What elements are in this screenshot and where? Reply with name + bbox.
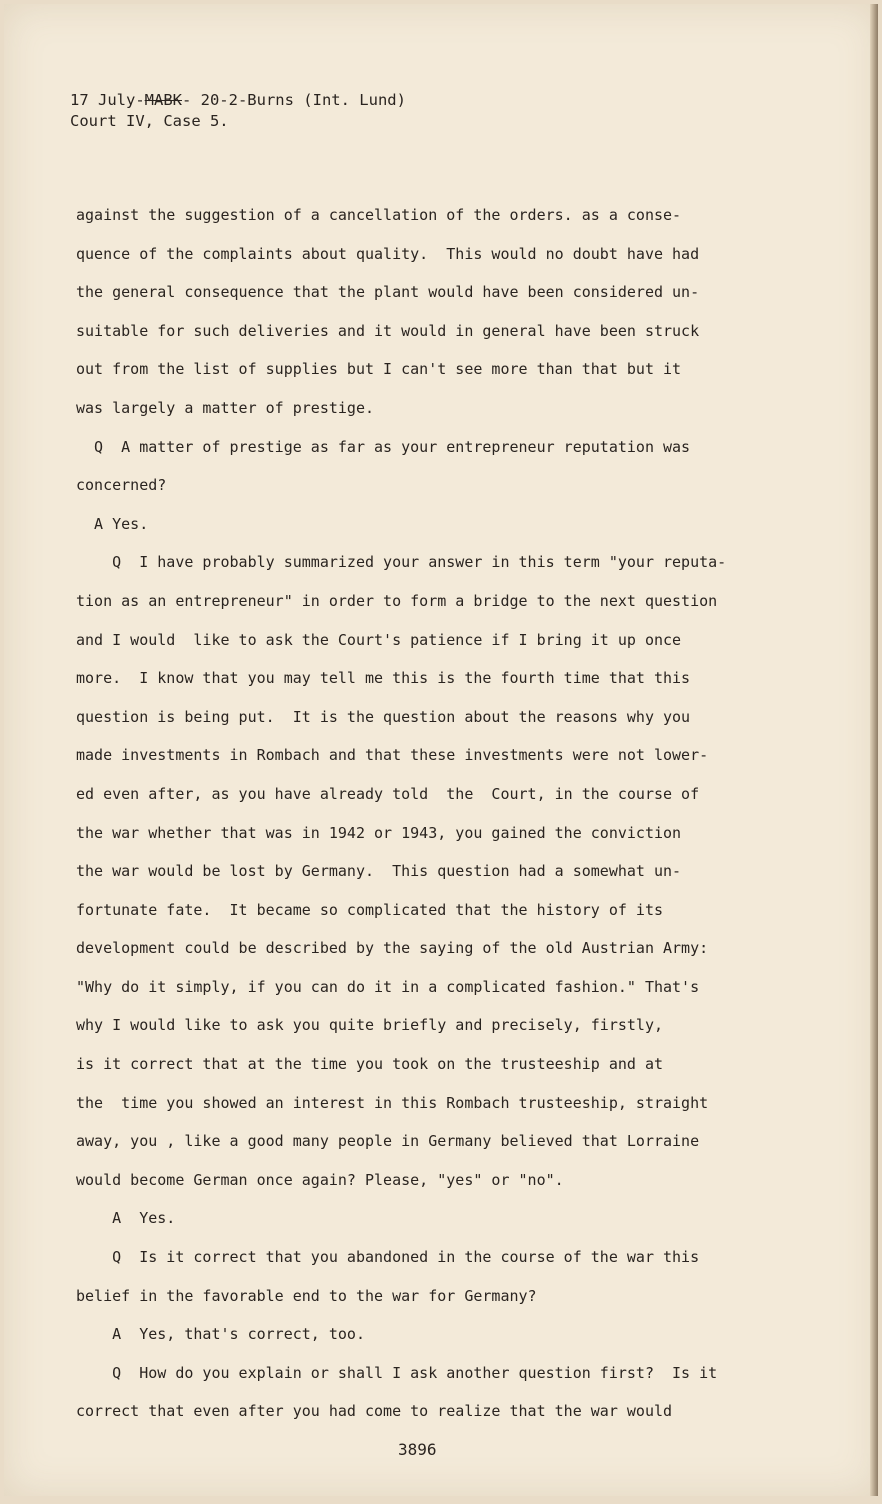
transcript-line: Q I have probably summarized your answer in this term "your reputa-: [76, 553, 727, 572]
transcript-line: concerned?: [76, 476, 167, 495]
transcript-line: development could be described by the saying of the old Austrian Army:: [76, 939, 709, 958]
transcript-line: and I would like to ask the Court's patience if I bring it up once: [76, 630, 682, 649]
transcript-line: is it correct that at the time you took on the trusteeship and at: [76, 1055, 663, 1074]
transcript-line: Q Is it correct that you abandoned in the course of the war this: [76, 1248, 700, 1267]
page-number: 3896: [398, 1440, 437, 1459]
header-struck-initials: MABK: [144, 91, 182, 109]
transcript-line: belief in the favorable end to the war for Germany?: [76, 1286, 537, 1305]
transcript-line: quence of the complaints about quality. This would no doubt have had: [76, 244, 700, 263]
header-line-2: Court IV, Case 5.: [70, 112, 229, 130]
transcript-line: was largely a matter of prestige.: [76, 398, 375, 417]
transcript-line: suitable for such deliveries and it would in general have been struck: [76, 321, 700, 340]
header-session-info: - 20-2-Burns (Int. Lund): [181, 91, 406, 109]
page-edge: [870, 4, 878, 1496]
transcript-line: more. I know that you may tell me this is the fourth time that this: [76, 669, 691, 688]
transcript-line: Q A matter of prestige as far as your entrepreneur reputation was: [76, 437, 691, 456]
transcript-body: [76, 196, 766, 1431]
transcript-line: Q How do you explain or shall I ask another question first? Is it: [76, 1363, 718, 1382]
transcript-line: why I would like to ask you quite briefly and precisely, firstly,: [76, 1016, 663, 1035]
header-date: 17 July-: [70, 91, 145, 109]
transcript-line: correct that even after you had come to realize that the war would: [76, 1402, 673, 1421]
transcript-line: A Yes.: [76, 1209, 176, 1228]
transcript-line: away, you , like a good many people in Germany believed that Lorraine: [76, 1132, 700, 1151]
transcript-line: the time you showed an interest in this Rombach trusteeship, straight: [76, 1093, 709, 1112]
transcript-header: [70, 90, 406, 132]
transcript-line: the war whether that was in 1942 or 1943, you gained the conviction: [76, 823, 682, 842]
transcript-line: A Yes, that's correct, too.: [76, 1325, 365, 1344]
transcript-line: A Yes.: [76, 514, 149, 533]
transcript-line: "Why do it simply, if you can do it in a complicated fashion." That's: [76, 977, 700, 996]
transcript-line: fortunate fate. It became so complicated that the history of its: [76, 900, 663, 919]
transcript-line: ed even after, as you have already told the Court, in the course of: [76, 784, 700, 803]
transcript-line: would become German once again? Please, "yes" or "no".: [76, 1170, 564, 1189]
transcript-line: against the suggestion of a cancellation of the orders. as a conse-: [76, 206, 682, 224]
document-page: [4, 4, 878, 1496]
transcript-line: made investments in Rombach and that these investments were not lower-: [76, 746, 709, 765]
transcript-line: the war would be lost by Germany. This question had a somewhat un-: [76, 862, 682, 881]
transcript-line: tion as an entrepreneur" in order to form a bridge to the next question: [76, 591, 718, 610]
transcript-line: the general consequence that the plant would have been considered un-: [76, 283, 700, 302]
transcript-line: question is being put. It is the question about the reasons why you: [76, 707, 691, 726]
transcript-line: out from the list of supplies but I can't see more than that but it: [76, 360, 682, 379]
header-line-1: [70, 90, 406, 111]
